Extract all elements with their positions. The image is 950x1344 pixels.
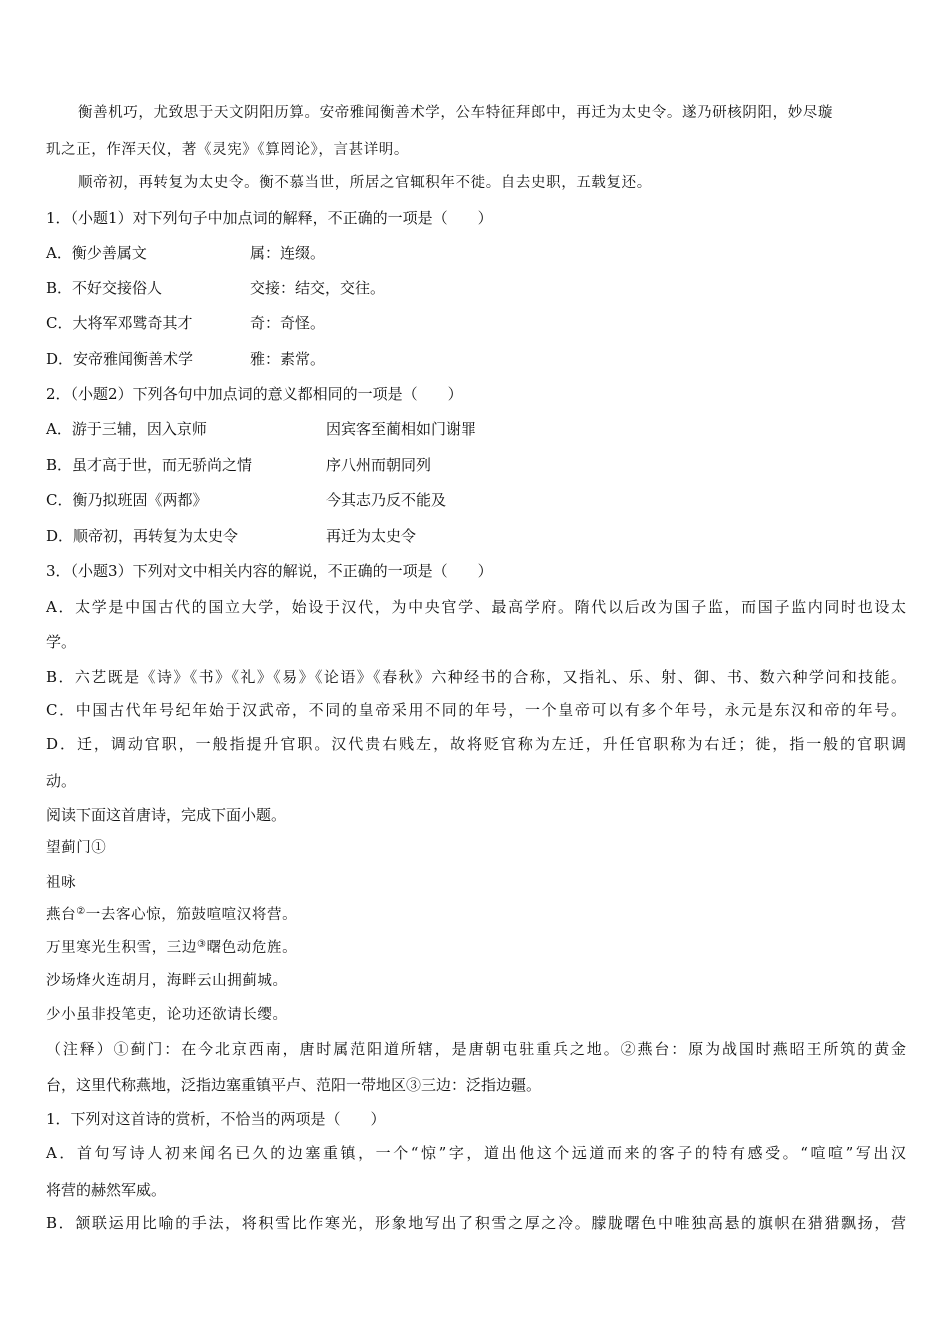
- poem-intro: 阅读下面这首唐诗，完成下面小题。: [46, 806, 287, 824]
- option-text: 不好交接俗人: [72, 279, 163, 297]
- poem-title: 望蓟门①: [46, 840, 107, 856]
- poem-line: [46, 905, 297, 927]
- poem-line: 沙场烽火连胡月，海畔云山拥蓟城。: [46, 973, 288, 989]
- option-row: [46, 243, 147, 263]
- option-label: D．: [46, 527, 74, 545]
- option-label: B．: [46, 279, 73, 297]
- option-row: [46, 455, 252, 475]
- footnote-marker: ②: [76, 906, 86, 917]
- option-text: 游于三辅，因入京师: [71, 420, 207, 438]
- option-row: [46, 278, 162, 298]
- option-compare: 再迁为太史令: [326, 527, 417, 545]
- footnote-marker: ③: [197, 939, 207, 950]
- option-label: C．: [46, 314, 73, 332]
- poem-line: [46, 938, 297, 960]
- option-text: 将营的赫然军威。: [46, 1181, 167, 1199]
- question-stem: 3．（小题3）下列对文中相关内容的解说，不正确的一项是（ ）: [46, 562, 493, 580]
- option-text: 大将军邓骘奇其才: [72, 314, 193, 332]
- question-stem: 1．（小题1）对下列句子中加点词的解释，不正确的一项是（ ）: [46, 209, 493, 227]
- option-label: A．: [46, 420, 72, 438]
- option-row: [46, 313, 193, 333]
- question-stem: 2．（小题2）下列各句中加点词的意义都相同的一项是（ ）: [46, 385, 463, 403]
- poem-text: 万里寒光生积雪，三边: [46, 940, 197, 956]
- option-text: 顺帝初，再转复为太史令: [73, 527, 239, 545]
- option-row: [46, 526, 238, 546]
- poem-text: 曙色动危旌。: [206, 940, 298, 956]
- option-text: 学。: [46, 633, 77, 651]
- poem-text: 燕台: [46, 907, 77, 923]
- option-text: A．太学是中国古代的国立大学，始设于汉代，为中央官学、最高学府。隋代以后改为国子监，而国子监内同时也设太: [46, 598, 906, 616]
- option-text: A．首句写诗人初来闻名已久的边塞重镇，一个“惊”字，道出他这个远道而来的客子的特有感受。“喧喧”写出汉: [46, 1144, 906, 1162]
- option-explanation: 属：连缀。: [250, 244, 326, 262]
- option-text: 衡少善属文: [71, 244, 147, 262]
- annotation: （注释）①蓟门：在今北京西南，唐时属范阳道所辖，是唐朝屯驻重兵之地。②燕台：原为战国时燕昭王所筑的黄金: [46, 1040, 906, 1058]
- option-explanation: 雅：素常。: [250, 350, 326, 368]
- option-row: [46, 419, 207, 439]
- poem-text: 一去客心惊，笳鼓喧喧汉将营。: [85, 907, 298, 923]
- option-compare: 序八州而朝同列: [326, 456, 432, 474]
- passage-line: 衡善机巧，尤致思于天文阴阳历算。安帝雅闻衡善术学，公车特征拜郎中，再迁为太史令。遂乃研核阴阳，妙尽璇: [78, 105, 833, 121]
- option-row: [46, 490, 208, 510]
- option-text: B．六艺既是《诗》《书》《礼》《易》《论语》《春秋》六种经书的合称，又指礼、乐、射、御、书、数六种学问和技能。: [46, 668, 906, 686]
- option-label: C．: [46, 491, 73, 509]
- option-text: 虽才高于世，而无骄尚之情: [72, 456, 253, 474]
- option-label: A．: [46, 244, 72, 262]
- option-text: 安帝雅闻衡善术学: [73, 350, 194, 368]
- option-text: 衡乃拟班固《两都》: [72, 491, 208, 509]
- option-text: 动。: [46, 772, 77, 790]
- question-stem: 1．下列对这首诗的赏析，不恰当的两项是（ ）: [46, 1110, 386, 1128]
- option-label: B．: [46, 456, 73, 474]
- passage-line: 顺帝初，再转复为太史令。衡不慕当世，所居之官辄积年不徙。自去史职，五载复还。: [78, 175, 652, 191]
- annotation: 台，这里代称燕地，泛指边塞重镇平卢、范阳一带地区③三边：泛指边疆。: [46, 1076, 542, 1094]
- poem-author: 祖咏: [46, 875, 77, 891]
- poem-line: 少小虽非投笔吏，论功还欲请长缨。: [46, 1007, 288, 1023]
- option-text: D．迁，调动官职，一般指提升官职。汉代贵右贱左，故将贬官称为左迁，升任官职称为右迁；徙，指一般的官职调: [46, 735, 906, 753]
- option-compare: 今其志乃反不能及: [326, 491, 447, 509]
- passage-line: 玑之正，作浑天仪，著《灵宪》《算罔论》，言甚详明。: [46, 142, 409, 158]
- option-row: [46, 349, 193, 369]
- option-explanation: 奇：奇怪。: [250, 314, 326, 332]
- option-explanation: 交接：结交，交往。: [250, 279, 386, 297]
- option-text: B．颔联运用比喻的手法，将积雪比作寒光，形象地写出了积雪之厚之冷。朦胧曙色中唯独高悬的旗帜在猎猎飘扬，营: [46, 1214, 906, 1232]
- option-label: D．: [46, 350, 74, 368]
- option-text: C．中国古代年号纪年始于汉武帝，不同的皇帝采用不同的年号，一个皇帝可以有多个年号，永元是东汉和帝的年号。: [46, 701, 906, 719]
- option-compare: 因宾客至蔺相如门谢罪: [326, 420, 477, 438]
